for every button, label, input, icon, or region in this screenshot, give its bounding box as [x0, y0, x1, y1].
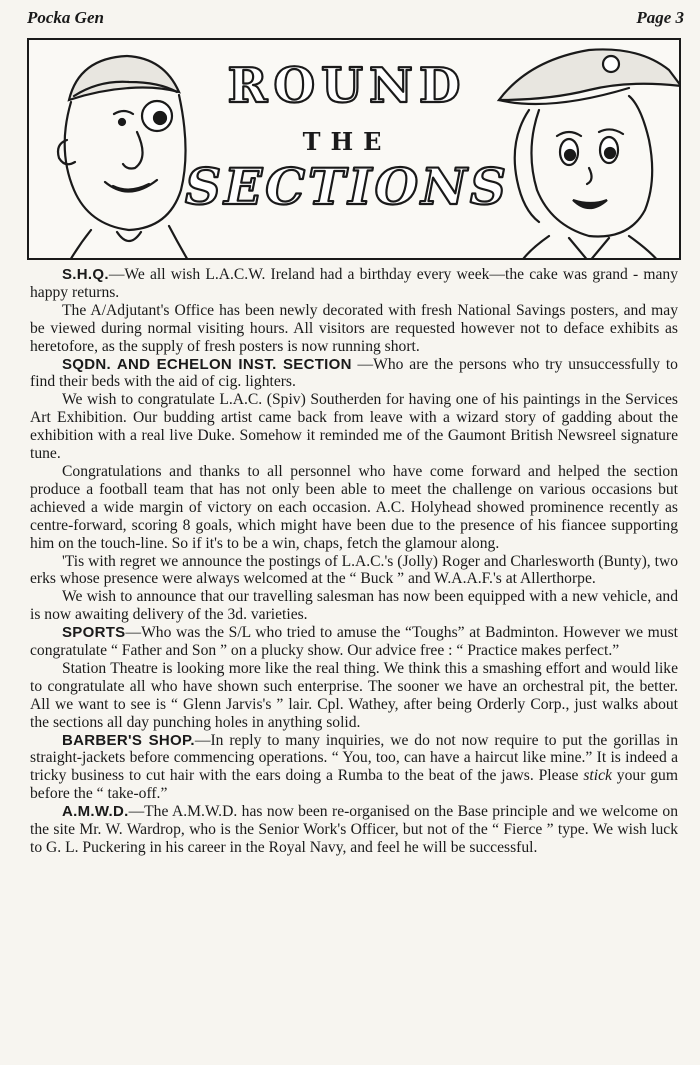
paragraph-text: Congratulations and thanks to all personnel who have come forward and helped the section produce a football team that has not only been able to meet the challenge on various occasions but achieved a wide margin of victory on each occasion. A.C. Holyhead showed prominence recently as centre-forward, scoring 8 goals, which might have been due to the presence of his fiancee supporting him on the touch-line. So if it's to be a win, chaps, fetch the glamour along.	[30, 462, 678, 552]
emphasis-text: stick	[583, 767, 612, 785]
paragraph-football	[30, 463, 678, 553]
section-heading-sports: SPORTS	[62, 624, 126, 642]
section-heading-barber: BARBER'S SHOP.	[62, 731, 195, 749]
article-body	[30, 266, 678, 857]
banner-title-line3: SECTIONS	[185, 157, 509, 216]
paragraph-text: We wish to announce that our travelling salesman has now been equipped with a new vehicle, and is now awaiting delivery of the 3d. varieties.	[30, 588, 678, 624]
paragraph-sports	[30, 624, 678, 660]
paragraph-text: —In reply to many inquiries, we do not now require to put the gorillas in straight-jackets before commencing operations. “ You, too, can have a haircut like mine.” It is indeed a tricky business to cut hair with the ears doing a Rumba to the beat of the jaws. Please	[30, 731, 678, 785]
paragraph-text: —Who are the persons who try unsuccessfully to find their beds with the aid of cig. lighters.	[30, 355, 678, 391]
banner-title-line1: ROUND	[227, 58, 467, 114]
airman-cartoon	[58, 56, 189, 260]
paragraph-text: 'Tis with regret we announce the postings of L.A.C.'s (Jolly) Roger and Charlesworth (Bunty), two erks whose presence were always welcomed at the “ Buck ” and W.A.A.F.'s at Allerthorpe.	[30, 552, 678, 588]
paragraph-text: The A/Adjutant's Office has been newly decorated with fresh National Savings posters, and may be viewed during normal visiting hours. All visitors are requested however not to deface exhibits as heretofore, as the supply of fresh posters is now running short.	[30, 301, 678, 355]
paragraph-text: Station Theatre is looking more like the real thing. We think this a smashing effort and would like to congratulate all who have shown such enterprise. The sooner we have an orchestral pit, the better. All we want to see is “ Glenn Jarvis's ” lair. Cpl. Wathey, after being Orderly Corp., just walks about the sections all day punching holes in anything solid.	[30, 659, 678, 731]
section-heading-shq: S.H.Q.	[62, 266, 109, 283]
waaf-cartoon	[499, 49, 681, 260]
paragraph-amwd	[30, 803, 678, 857]
banner-illustration	[29, 40, 681, 260]
paragraph-postings	[30, 553, 678, 589]
paragraph-theatre	[30, 660, 678, 732]
paragraph-text: We wish to congratulate L.A.C. (Spiv) Southerden for having one of his paintings in the Services Art Exhibition. Our budding artist came back from leave with a wizard story of gadding about the exhibition with a real live Duke. Somehow it reminded me of the Gaumont British Newsreel signature tune.	[30, 391, 678, 463]
section-banner	[27, 38, 681, 260]
section-heading-amwd: A.M.W.D.	[62, 803, 129, 821]
section-heading-sqdn: SQDN. AND ECHELON INST. SECTION	[62, 355, 352, 373]
banner-title-line2: THE	[302, 127, 392, 156]
page-header	[0, 6, 700, 32]
page-number: Page 3	[636, 8, 684, 27]
paragraph-text: —Who was the S/L who tried to amuse the “Toughs” at Badminton. However we must congratulate “ Father and Son ” on a plucky show. Our advice free : “ Practice makes perfect.”	[30, 624, 678, 660]
paragraph-shq	[30, 266, 678, 302]
paragraph-barber	[30, 732, 678, 804]
publication-title: Pocka Gen	[27, 8, 104, 27]
paragraph-sqdn	[30, 356, 678, 392]
paragraph-adjutant	[30, 302, 678, 356]
paragraph-southerden	[30, 391, 678, 463]
paragraph-salesman	[30, 588, 678, 624]
paragraph-text: —The A.M.W.D. has now been re-organised on the Base principle and we welcome on the site Mr. W. Wardrop, who is the Senior Work's Officer, but not of the “ Fierce ” type. We wish luck to G. L. Puckering in his career in the Royal Navy, and feel he will be successful.	[30, 803, 678, 856]
paragraph-text: your gum before the “ take-off.”	[30, 767, 678, 803]
paragraph-text: —We all wish L.A.C.W. Ireland had a birthday every week—the cake was grand - many happy returns.	[30, 266, 678, 301]
